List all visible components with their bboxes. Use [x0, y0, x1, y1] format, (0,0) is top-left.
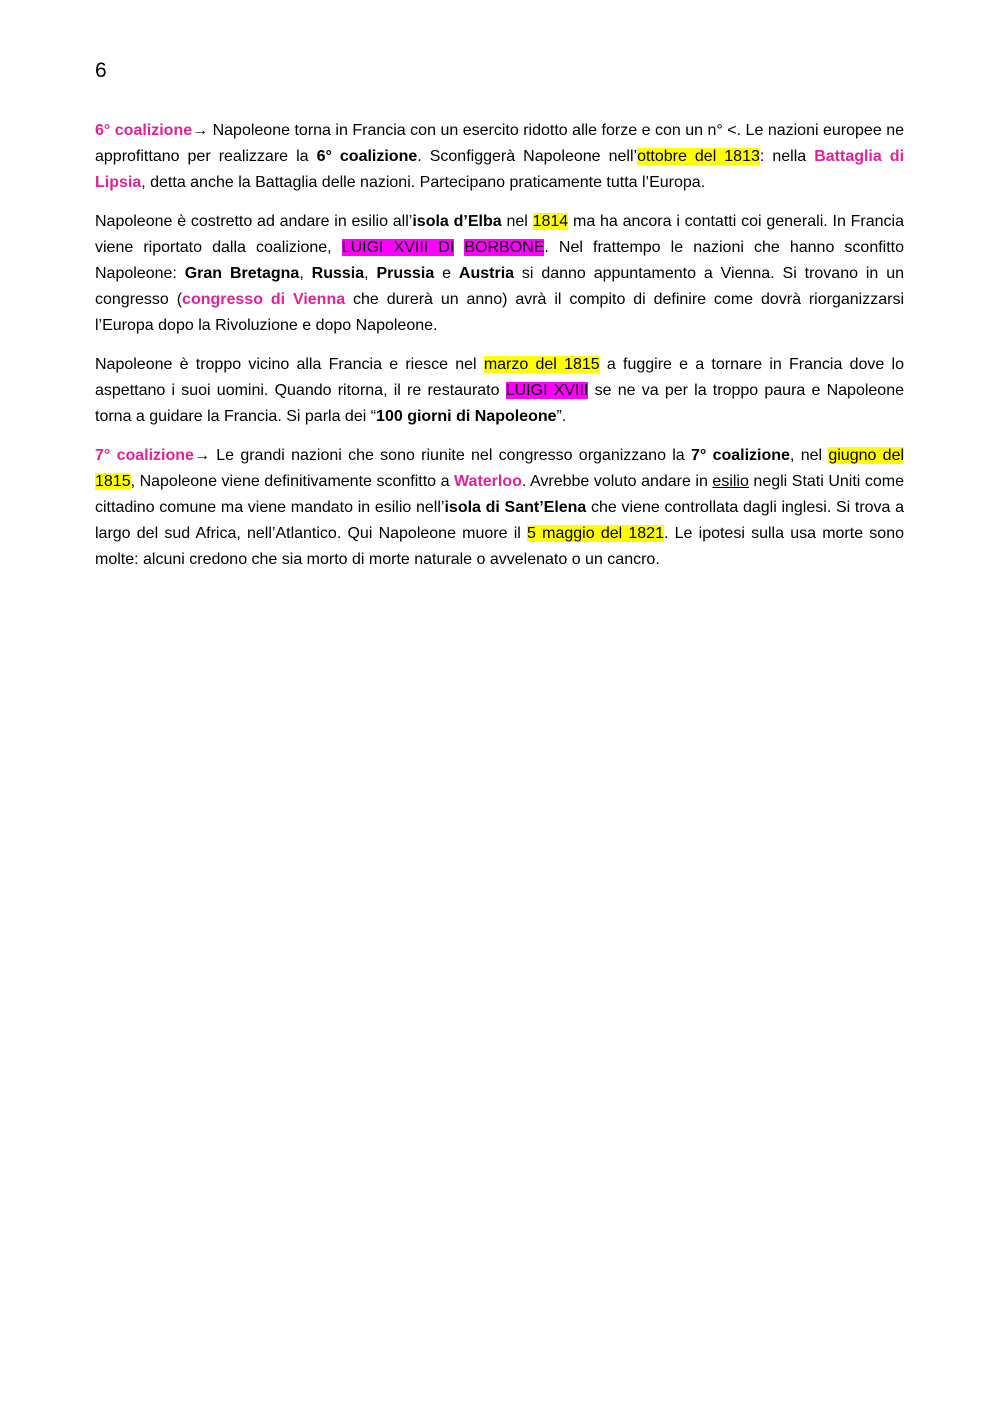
text-run: negli Stati Uniti come cittadino comune ma viene mandato in esilio nell’ [95, 473, 904, 516]
bold-term: 7° coalizione [691, 447, 790, 464]
highlighted-name: LUIGI XVIII DI [341, 239, 455, 256]
text-run: , [299, 265, 312, 282]
highlighted-date: marzo del 1815 [483, 356, 600, 373]
text-run: Napoleone è troppo vicino alla Francia e riesce nel [95, 356, 484, 373]
keyword-term: 6° coalizione [95, 122, 193, 139]
text-run [454, 239, 464, 256]
bold-term: isola d’Elba [412, 213, 502, 230]
bold-term: Gran Bretagna [184, 265, 300, 282]
highlighted-name: LUIGI XVIII [505, 382, 589, 399]
highlighted-date: ottobre del 1813 [637, 148, 760, 165]
underlined-term: esilio [712, 473, 749, 490]
paragraph [95, 443, 904, 573]
text-run: . Sconfiggerà Napoleone nell’ [417, 148, 638, 165]
keyword-term: Waterloo [454, 473, 522, 490]
paragraph [95, 209, 904, 339]
text-run: , Napoleone viene definitivamente sconfitto a [130, 473, 455, 490]
highlighted-date: giugno del 1815 [95, 447, 905, 490]
text-run: . Le ipotesi sulla usa morte sono molte: alcuni credono che sia morto di morte naturale o avvelenato o un cancro. [95, 525, 904, 568]
document-body [95, 118, 904, 586]
highlighted-name: BORBONE [464, 239, 545, 256]
bold-term: Prussia [376, 265, 435, 282]
keyword-term: 7° coalizione [95, 447, 194, 464]
text-run: . Nel frattempo le nazioni che hanno sconfitto Napoleone: [95, 239, 905, 282]
text-run: a fuggire e a tornare in Francia dove lo aspettano i suoi uomini. Quando ritorna, il re restaurato [95, 356, 904, 399]
paragraph [95, 352, 904, 430]
text-run: ma ha ancora i contatti coi generali. In Francia viene riportato dalla coalizione, [95, 213, 904, 256]
bold-term: Russia [311, 265, 365, 282]
text-run: ”. [556, 408, 567, 425]
text-run: , nel [789, 447, 829, 464]
text-run: che durerà un anno) avrà il compito di definire come dovrà riorganizzarsi l’Europa dopo la Rivoluzione e dopo Napoleone. [95, 291, 904, 334]
text-run: si danno appuntamento a Vienna. Si trovano in un congresso ( [95, 265, 905, 308]
bold-term: Austria [458, 265, 515, 282]
paragraph [95, 118, 904, 196]
text-run: . Avrebbe voluto andare in [521, 473, 713, 490]
keyword-term: congresso di Vienna [182, 291, 346, 308]
bold-term: 100 giorni di Napoleone [376, 408, 557, 425]
highlighted-date: 5 maggio del 1821 [527, 525, 664, 542]
highlighted-date: 1814 [532, 213, 569, 230]
keyword-term: Battaglia di Lipsia [95, 148, 905, 191]
bold-term: 6° coalizione [316, 148, 418, 165]
text-run: che viene controllata dagli inglesi. Si trova a largo del sud Africa, nell’Atlantico. Qui Napoleone muore il [95, 499, 905, 542]
text-run: Napoleone è costretto ad andare in esilio all’ [95, 213, 413, 230]
text-run: e [434, 265, 459, 282]
text-run: , detta anche la Battaglia delle nazioni. Partecipano praticamente tutta l’Europa. [141, 174, 706, 191]
page-number: 6 [95, 59, 107, 82]
bold-term: isola di Sant’Elena [444, 499, 587, 516]
text-run: nel [501, 213, 533, 230]
text-run: → Le grandi nazioni che sono riunite nel congresso organizzano la [193, 447, 691, 464]
text-run: se ne va per la troppo paura e Napoleone torna a guidare la Francia. Si parla dei “ [95, 382, 905, 425]
text-run: : nella [759, 148, 815, 165]
text-run: , [364, 265, 377, 282]
text-run: → Napoleone torna in Francia con un esercito ridotto alle forze e con un n° <. Le nazioni europee ne approfittano per realizzare la [95, 122, 904, 165]
